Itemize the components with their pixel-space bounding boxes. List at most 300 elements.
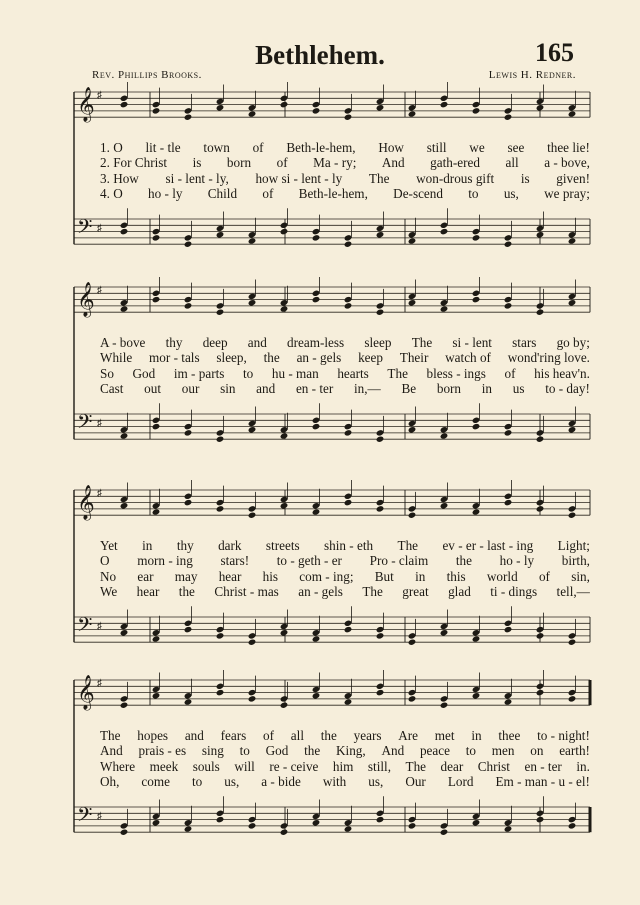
lyric-word: watch of [445, 350, 491, 366]
note-head [408, 426, 417, 433]
note-head [120, 101, 129, 108]
note-head [376, 429, 385, 436]
lyric-word: stars [512, 335, 537, 350]
note-head [536, 302, 545, 309]
note-head [536, 436, 545, 443]
note-head [216, 626, 225, 633]
lyric-word: him [332, 758, 354, 774]
lyric-word: Beth-le-hem, [286, 140, 356, 155]
verse-line-4 [100, 774, 590, 789]
note-head [472, 107, 481, 114]
note-head [536, 104, 545, 111]
lyric-word: met [434, 728, 455, 743]
lyric-word: Pro - claim [369, 553, 429, 569]
note-head [376, 632, 385, 639]
lyric-word: with [322, 773, 347, 789]
lyric-word: A - bove [100, 335, 146, 350]
lyric-word: And [381, 155, 405, 171]
note-head [536, 499, 545, 506]
note-head [184, 626, 193, 633]
lyric-word: And [381, 743, 405, 759]
note-head [440, 702, 449, 709]
lyric-word: souls [192, 758, 220, 774]
verse-line-3 [100, 171, 590, 186]
note-head [472, 508, 481, 515]
lyric-word: morn - ing [137, 553, 193, 569]
note-head [408, 293, 417, 300]
note-head [280, 623, 289, 630]
note-head [440, 623, 449, 630]
sharp-icon: ♯ [97, 621, 102, 632]
note-head [216, 436, 225, 443]
note-head [376, 499, 385, 506]
note-head [216, 98, 225, 105]
lyric-word: an - gels [296, 350, 342, 366]
note-head [152, 629, 161, 636]
lyric-word: wond'ring love. [507, 350, 590, 366]
note-head [536, 231, 545, 238]
lyric-word: go by; [556, 335, 590, 350]
lyric-word: to [191, 773, 203, 789]
note-head [440, 222, 449, 229]
note-head [568, 299, 577, 306]
verse-line-3 [100, 569, 590, 584]
lyric-word: his [262, 568, 279, 584]
note-head [312, 502, 321, 509]
note-head [248, 299, 257, 306]
lyric-word: prais - es [138, 743, 187, 759]
note-head [568, 816, 577, 823]
lyric-word: The [362, 583, 383, 599]
note-head [536, 309, 545, 316]
lyric-word: still, [367, 758, 392, 774]
lyric-word: Cast [100, 380, 124, 396]
lyric-word: world [486, 568, 518, 584]
note-head [216, 302, 225, 309]
note-head [248, 420, 257, 427]
lyric-word: Yet [100, 538, 118, 553]
note-head [568, 639, 577, 646]
note-head [568, 231, 577, 238]
lyric-word: and [247, 335, 267, 350]
lyric-word: sleep, [216, 350, 247, 366]
lyric-word: lit - tle [145, 140, 181, 155]
lyric-word: of [252, 140, 264, 155]
lyric-word: Lord [447, 773, 474, 789]
lyric-word: this [446, 568, 466, 584]
note-head [536, 626, 545, 633]
note-head [216, 683, 225, 690]
note-head [376, 626, 385, 633]
note-head [216, 810, 225, 817]
note-head [536, 98, 545, 105]
lyric-word: in,— [354, 380, 381, 396]
treble-clef-icon: 𝄞 [77, 282, 95, 317]
note-head [536, 225, 545, 232]
lyric-word: still [426, 140, 447, 155]
lyric-word: sing [201, 743, 224, 759]
note-head [280, 95, 289, 102]
lyric-word: in [481, 380, 493, 396]
verse-line-3 [100, 759, 590, 774]
note-head [344, 626, 353, 633]
note-head [184, 819, 193, 826]
lyric-word: the [455, 553, 472, 569]
note-head [280, 222, 289, 229]
lyric-word: King, [336, 743, 366, 759]
note-head [280, 822, 289, 829]
note-head [472, 101, 481, 108]
note-head [472, 502, 481, 509]
note-head [376, 816, 385, 823]
note-head [248, 816, 257, 823]
note-head [504, 499, 513, 506]
lyric-word: Are [398, 728, 419, 743]
note-head [376, 436, 385, 443]
lyric-word: the [304, 743, 321, 759]
note-head [408, 689, 417, 696]
lyric-word: will [234, 758, 255, 774]
note-head [376, 689, 385, 696]
lyric-word: De-scend [393, 185, 443, 201]
verse-line-1 [100, 728, 590, 743]
note-head [568, 426, 577, 433]
note-head [472, 423, 481, 430]
lyric-word: hearts [337, 365, 369, 381]
lyric-word: hear [218, 568, 242, 584]
note-head [248, 822, 257, 829]
author-credit: Rev. Phillips Brooks. [92, 69, 202, 81]
verse-line-4 [100, 381, 590, 396]
note-head [504, 107, 513, 114]
note-head [408, 822, 417, 829]
lyric-word: of [504, 365, 516, 381]
note-head [152, 101, 161, 108]
note-head [120, 822, 129, 829]
note-head [472, 290, 481, 297]
lyric-word: and [184, 728, 204, 743]
note-head [344, 499, 353, 506]
note-head [312, 296, 321, 303]
note-head [312, 228, 321, 235]
lyric-word: us, [503, 185, 519, 201]
treble-staff [74, 485, 590, 521]
lyric-word: in. [576, 758, 590, 774]
note-head [536, 810, 545, 817]
treble-staff [74, 282, 590, 318]
note-head [440, 829, 449, 836]
note-head [504, 620, 513, 627]
note-head [280, 702, 289, 709]
note-head [184, 302, 193, 309]
note-head [152, 692, 161, 699]
lyric-word: tell,— [556, 583, 590, 599]
lyric-word: our [181, 380, 200, 396]
note-head [504, 114, 513, 121]
note-head [120, 695, 129, 702]
note-head [120, 496, 129, 503]
note-head [216, 231, 225, 238]
lyric-word: re - ceive [269, 758, 319, 774]
note-head [344, 698, 353, 705]
note-head [376, 683, 385, 690]
note-head [504, 423, 513, 430]
note-head [280, 426, 289, 433]
note-head [504, 493, 513, 500]
note-head [568, 293, 577, 300]
lyric-word: we pray; [544, 185, 590, 201]
note-head [184, 825, 193, 832]
lyric-word: us, [368, 773, 384, 789]
note-head [440, 496, 449, 503]
note-head [248, 104, 257, 111]
note-head [472, 813, 481, 820]
lyric-word: ti - dings [490, 583, 538, 599]
note-head [120, 299, 129, 306]
note-head [312, 234, 321, 241]
sharp-icon: ♯ [97, 488, 102, 499]
bass-staff [74, 803, 590, 832]
lyric-word: Christ - mas [214, 583, 279, 599]
note-head [248, 639, 257, 646]
lyric-word: dream-less [287, 335, 345, 350]
note-head [408, 420, 417, 427]
note-head [472, 296, 481, 303]
lyric-word: deep [202, 335, 228, 350]
verse-line-1 [100, 140, 590, 155]
note-head [440, 299, 449, 306]
lyric-word: thee [498, 728, 521, 743]
lyric-word: So [100, 365, 114, 381]
lyric-word: Em - man - u - el! [495, 773, 590, 789]
lyric-word: meek [149, 758, 179, 774]
note-head [312, 629, 321, 636]
lyric-word: Where [100, 758, 136, 774]
note-head [344, 107, 353, 114]
note-head [312, 635, 321, 642]
lyric-word: mor - tals [149, 350, 200, 366]
note-head [120, 502, 129, 509]
note-head [376, 810, 385, 817]
note-head [216, 104, 225, 111]
verse-line-2 [100, 350, 590, 365]
verse-line-4 [100, 584, 590, 599]
lyric-word: all [290, 728, 304, 743]
lyric-word: given! [556, 170, 590, 186]
lyric-word: 2. For Christ [100, 155, 168, 171]
lyric-word: Their [399, 350, 429, 366]
lyric-word: the [263, 350, 280, 366]
bass-clef-icon: 𝄢 [77, 613, 93, 641]
note-head [216, 429, 225, 436]
verse-line-4 [100, 186, 590, 201]
note-head [504, 234, 513, 241]
lyric-word: 3. How [100, 170, 139, 186]
lyric-word: a - bove, [544, 155, 590, 171]
note-head [472, 692, 481, 699]
note-head [440, 305, 449, 312]
lyric-word: to [468, 185, 479, 201]
note-head [472, 234, 481, 241]
note-head [344, 234, 353, 241]
lyric-word: on [530, 743, 544, 759]
hymn-title: Bethlehem. [255, 40, 385, 70]
lyric-word: si - lent [452, 335, 492, 350]
lyric-word: the [178, 583, 195, 599]
treble-clef-icon: 𝄞 [77, 485, 95, 520]
note-head [152, 417, 161, 424]
note-head [568, 505, 577, 512]
lyric-word: to [242, 365, 254, 381]
treble-clef-icon: 𝄞 [77, 675, 95, 710]
lyric-word: Child [207, 185, 238, 201]
bass-clef-icon: 𝄢 [77, 215, 93, 243]
lyric-word: we [469, 140, 485, 155]
lyric-word: ho - ly [148, 185, 183, 201]
bass-clef-icon: 𝄢 [77, 410, 93, 438]
note-head [120, 629, 129, 636]
note-head [408, 110, 417, 117]
note-head [152, 296, 161, 303]
lyric-word: born [226, 155, 252, 171]
lyric-word: thy [176, 538, 194, 553]
hymn-number: 165 [535, 38, 574, 67]
verse-line-2 [100, 743, 590, 758]
lyrics-block-2 [100, 335, 590, 396]
note-head [408, 505, 417, 512]
note-head [280, 629, 289, 636]
note-head [312, 508, 321, 515]
treble-staff [74, 87, 590, 123]
note-head [248, 505, 257, 512]
note-head [568, 420, 577, 427]
note-head [152, 107, 161, 114]
lyric-word: the [320, 728, 337, 743]
verse-line-1 [100, 538, 590, 553]
lyric-word: en - ter [295, 380, 334, 396]
note-head [472, 629, 481, 636]
lyric-word: in [142, 538, 153, 553]
lyric-word: men [491, 743, 515, 759]
lyric-word: come [141, 773, 170, 789]
note-head [184, 234, 193, 241]
lyric-word: stars! [220, 553, 250, 569]
note-head [120, 228, 129, 235]
note-head [344, 493, 353, 500]
lyric-word: The [387, 365, 408, 381]
note-head [280, 829, 289, 836]
note-head [568, 237, 577, 244]
note-head [312, 813, 321, 820]
note-head [344, 423, 353, 430]
lyric-word: and [256, 380, 276, 396]
note-head [248, 695, 257, 702]
note-head [312, 101, 321, 108]
note-head [184, 493, 193, 500]
note-head [504, 626, 513, 633]
note-head [376, 309, 385, 316]
lyric-word: thy [165, 335, 183, 350]
lyric-word: God [265, 743, 289, 759]
lyric-word: ear [137, 568, 154, 584]
lyric-word: The [405, 758, 427, 774]
note-head [344, 302, 353, 309]
lyric-word: birth, [561, 553, 590, 569]
note-head [376, 225, 385, 232]
note-head [536, 689, 545, 696]
lyric-word: is [520, 170, 530, 186]
lyric-word: of [276, 155, 288, 171]
lyric-word: us [512, 380, 525, 396]
note-head [120, 222, 129, 229]
note-head [440, 95, 449, 102]
lyric-word: We [100, 583, 118, 599]
lyric-word: fears [220, 728, 247, 743]
note-head [184, 429, 193, 436]
note-head [280, 299, 289, 306]
lyric-word: keep [358, 350, 383, 366]
lyric-word: ho - ly [499, 553, 535, 569]
composer-credit: Lewis H. Redner. [488, 69, 576, 81]
lyric-word: to - night! [537, 728, 590, 743]
lyric-word: The [100, 728, 121, 743]
lyric-word: an - gels [298, 583, 343, 599]
note-head [536, 505, 545, 512]
note-head [504, 819, 513, 826]
sharp-icon: ♯ [97, 678, 102, 689]
lyric-word: Christ [477, 758, 510, 774]
lyrics-block-3 [100, 538, 590, 599]
note-head [504, 296, 513, 303]
lyric-word: to [465, 743, 476, 759]
sharp-icon: ♯ [97, 285, 102, 296]
lyric-word: is [192, 155, 202, 171]
note-head [184, 698, 193, 705]
lyric-word: to [239, 743, 250, 759]
lyric-word: dear [440, 758, 464, 774]
lyric-word: us, [224, 773, 240, 789]
lyric-word: thee lie! [547, 140, 590, 155]
note-head [184, 296, 193, 303]
treble-clef-icon: 𝄞 [77, 87, 95, 122]
lyric-word: glad [448, 583, 471, 599]
note-head [120, 702, 129, 709]
note-head [248, 293, 257, 300]
note-head [344, 620, 353, 627]
note-head [216, 689, 225, 696]
note-head [472, 635, 481, 642]
note-head [536, 632, 545, 639]
bass-clef-icon: 𝄢 [77, 803, 93, 831]
lyric-word: earth! [559, 743, 590, 759]
note-head [280, 101, 289, 108]
note-head [152, 508, 161, 515]
lyric-word: shin - eth [324, 538, 374, 553]
lyric-word: bless - ings [426, 365, 486, 381]
lyric-word: great [402, 583, 429, 599]
note-head [184, 107, 193, 114]
note-head [376, 104, 385, 111]
note-head [280, 228, 289, 235]
lyric-word: hu - man [271, 365, 319, 381]
lyric-word: see [507, 140, 525, 155]
note-head [120, 829, 129, 836]
note-head [120, 426, 129, 433]
note-head [344, 825, 353, 832]
note-head [216, 632, 225, 639]
note-head [312, 417, 321, 424]
note-head [248, 231, 257, 238]
